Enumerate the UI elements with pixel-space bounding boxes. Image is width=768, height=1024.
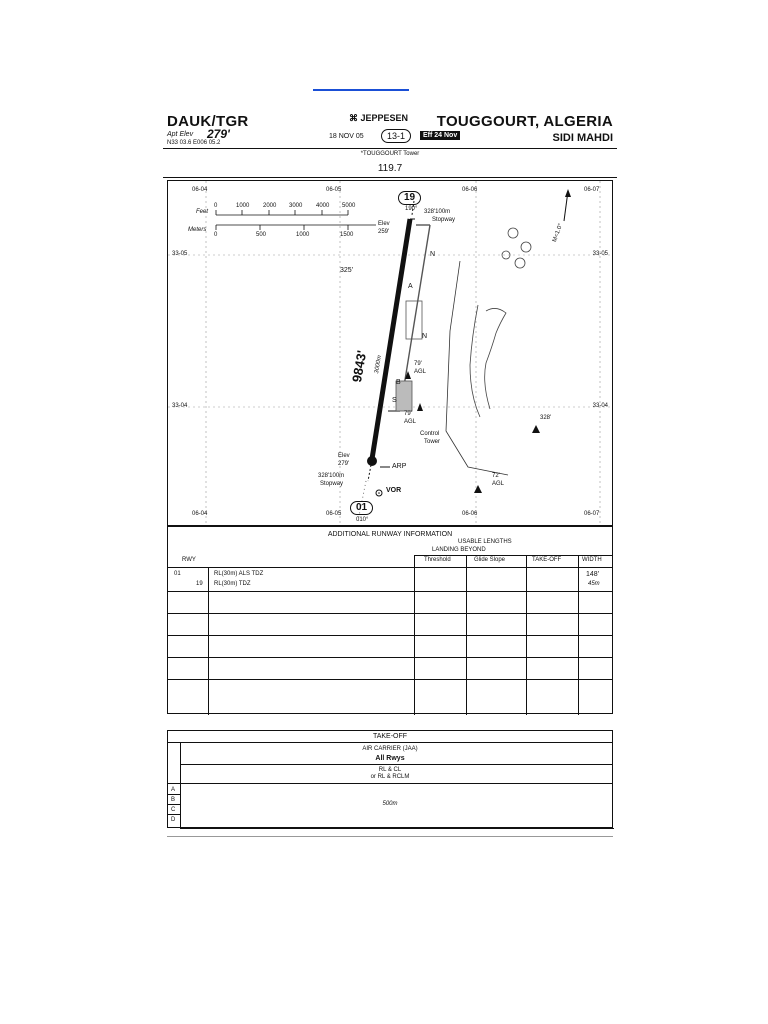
apt-elev: 279' <box>207 127 230 141</box>
control-tower-label-2: Tower <box>424 439 441 445</box>
rwy-row-2-width: 45m <box>588 581 600 587</box>
lon-bottom-4: 06-07 <box>584 511 600 517</box>
scale-feet-4: 4000 <box>316 203 330 209</box>
runway-info-table <box>167 526 613 714</box>
lon-top-4: 06-07 <box>584 187 600 193</box>
rwy-row-1-info: RL(30m) ALS TDZ <box>214 571 264 577</box>
col-width: WIDTH <box>582 557 602 563</box>
stopway-south-label: Stopway <box>320 481 344 487</box>
rwy-row-2-info: RL(30m) TDZ <box>214 581 251 587</box>
air-carrier-label: AIR CARRIER (JAA) <box>362 746 418 752</box>
scale-feet-3: 3000 <box>289 203 303 209</box>
elev-north: 259' <box>378 229 390 235</box>
chart-date: 18 NOV 05 <box>329 133 364 140</box>
landing-beyond: LANDING BEYOND <box>432 547 486 553</box>
takeoff-cond-2: or RL & RCLM <box>370 774 410 780</box>
takeoff-minimums <box>167 730 613 828</box>
airport-name: SIDI MAHDI <box>552 132 613 144</box>
rwy-row-1-width: 148' <box>586 571 600 578</box>
tower-frequency: 119.7 <box>377 163 403 174</box>
apt-elev-label: Apt Elev <box>167 131 194 138</box>
runway-19-label: 19 <box>398 191 421 205</box>
airport-coords: N33 03.6 E006 05.2 <box>167 140 221 146</box>
scale-meters-3: 1500 <box>340 232 354 238</box>
obstacle-1-height: 79' <box>414 361 422 367</box>
runway-01-label: 01 <box>350 501 373 515</box>
runway-01-heading: 010° <box>356 517 369 523</box>
scale-feet-1: 1000 <box>236 203 250 209</box>
col-glide-slope: Glide Slope <box>474 557 506 563</box>
takeoff-visibility: 500m <box>382 801 398 807</box>
diagram-graphics <box>168 181 612 525</box>
scale-feet-2: 2000 <box>263 203 277 209</box>
cat-c: C <box>171 807 176 813</box>
all-rwys-label: All Rwys <box>375 755 405 762</box>
elev-south: 279' <box>338 461 350 467</box>
lon-top-2: 06-05 <box>326 187 342 193</box>
obstacle-2-agl: AGL <box>404 419 417 425</box>
taxiway-n-2: N <box>422 333 428 340</box>
stopway-south: 328'100m <box>318 473 345 479</box>
scale-meters-2: 1000 <box>296 232 310 238</box>
takeoff-cond-1: RL & CL <box>378 767 402 773</box>
arp-label: ARP <box>392 463 407 470</box>
scale-feet-label: Feet <box>196 209 209 215</box>
magnetic-variation: M=1.0° <box>552 222 565 244</box>
runway-info-title: ADDITIONAL RUNWAY INFORMATION <box>327 531 453 538</box>
lon-bottom-3: 06-06 <box>462 511 478 517</box>
airport-identifier: DAUK/TGR <box>167 113 249 130</box>
runway-length-meters: 3000m <box>374 354 384 375</box>
lon-top-3: 06-06 <box>462 187 478 193</box>
hyperlink-underline[interactable] <box>313 89 409 91</box>
city-name: TOUGGOURT, ALGERIA <box>436 113 613 130</box>
tower-label: *TOUGGOURT Tower <box>360 151 420 157</box>
elev-north-label: Elev <box>378 221 390 227</box>
obstacle-2-height: 79' <box>404 411 412 417</box>
elev-south-label: Elev <box>338 453 350 459</box>
control-tower-label: Control <box>420 431 440 437</box>
rwy-row-1-id: 01 <box>174 571 181 577</box>
airport-chart <box>163 108 617 840</box>
cat-a: A <box>171 787 176 793</box>
stopway-north-label: Stopway <box>432 217 456 223</box>
cat-b: B <box>171 797 176 803</box>
airport-diagram <box>167 180 613 526</box>
obstacle-1-agl: AGL <box>414 369 427 375</box>
scale-feet-0: 0 <box>214 203 218 209</box>
jeppesen-mark-icon: ⌘ <box>349 113 361 123</box>
scale-meters-1: 500 <box>256 232 267 238</box>
taxiway-a: A <box>408 283 413 290</box>
stopway-north: 328'100m <box>424 209 451 215</box>
vor-label: VOR <box>386 487 402 494</box>
lat-left-2: 33-04 <box>172 403 188 409</box>
lon-bottom-1: 06-04 <box>192 511 208 517</box>
col-threshold: Threshold <box>424 557 451 563</box>
takeoff-title: TAKE-OFF <box>372 733 408 740</box>
lat-left-1: 33-05 <box>172 251 188 257</box>
runway-length: 9843' <box>349 349 370 384</box>
distance-325: 325' <box>340 267 354 274</box>
usable-lengths: USABLE LENGTHS <box>458 539 512 545</box>
lon-bottom-2: 06-05 <box>326 511 342 517</box>
lat-right-1: 33-05 <box>592 251 608 257</box>
chart-page: 13-1 <box>381 129 411 143</box>
scale-meters-0: 0 <box>214 232 218 238</box>
taxiway-b: B <box>396 379 401 386</box>
obstacle-4-height: 328' <box>540 415 552 421</box>
taxiway-n-1: N <box>430 251 436 258</box>
taxiway-s: S <box>392 397 397 404</box>
runway-19-heading: 190° <box>405 206 418 212</box>
jeppesen-logo: ⌘ JEPPESEN <box>349 113 409 123</box>
rwy-row-2-id: 19 <box>196 581 203 587</box>
obstacle-3-agl: AGL <box>492 481 505 487</box>
col-takeoff: TAKE-OFF <box>532 557 562 563</box>
lat-right-2: 33-04 <box>592 403 608 409</box>
obstacle-3-height: 72' <box>492 473 500 479</box>
lon-top-1: 06-04 <box>192 187 208 193</box>
col-rwy: RWY <box>182 557 196 563</box>
scale-feet-5: 5000 <box>342 203 356 209</box>
scale-meters-label: Meters <box>188 227 207 233</box>
cat-d: D <box>171 817 176 823</box>
effective-date: Eff 24 Nov <box>420 131 460 140</box>
